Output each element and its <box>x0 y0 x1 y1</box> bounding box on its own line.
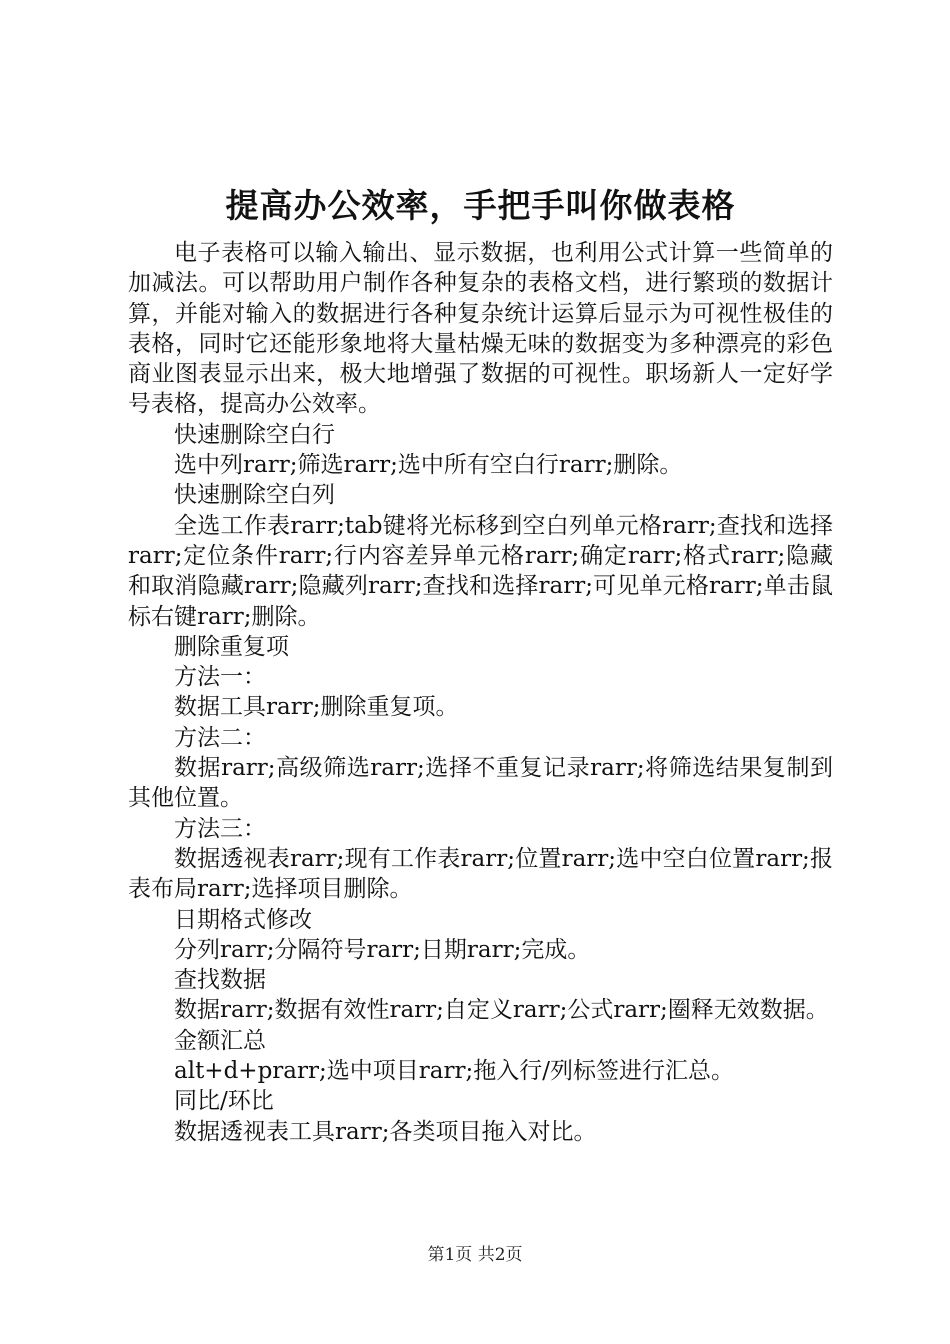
paragraph-date-format-steps: 分列rarr;分隔符号rarr;日期rarr;完成。 <box>174 936 591 963</box>
page-footer <box>0 1244 950 1266</box>
method-three-steps: 数据透视表rarr;现有工作表rarr;位置rarr;选中空白位置rarr;报表布局rarr;选择项目删除。 <box>128 845 833 903</box>
paragraph-yoy-mom-steps: 数据透视表工具rarr;各类项目拖入对比。 <box>174 1118 597 1145</box>
section-heading-delete-blank-columns: 快速删除空白列 <box>174 482 335 509</box>
method-two-label: 方法二： <box>174 724 266 751</box>
method-one-label: 方法一： <box>174 664 266 691</box>
document-body <box>128 238 833 1147</box>
section-heading-date-format: 日期格式修改 <box>174 906 312 933</box>
intro-paragraph: 电子表格可以输入输出、显示数据，也利用公式计算一些简单的加减法。可以帮助用户制作各种复杂的表格文档，进行繁琐的数据计算，并能对输入的数据进行各种复杂统计运算后显示为可视性极佳的表格，同时它还能形象地将大量枯燥无味的数据变为多种漂亮的彩色商业图表显示出来，极大地增强了数据的可视性。职场新人一定好学号表格，提高办公效率。 <box>128 240 833 418</box>
paragraph-delete-blank-columns-steps: 全选工作表rarr;tab键将光标移到空白列单元格rarr;查找和选择rarr;定位条件rarr;行内容差异单元格rarr;确定rarr;格式rarr;隐藏和取消隐藏rarr;隐藏列rarr;查找和选择rarr;可见单元格rarr;单击鼠标右键rarr;删除。 <box>128 512 833 630</box>
section-heading-find-data: 查找数据 <box>174 967 266 994</box>
section-heading-amount-summary: 金额汇总 <box>174 1027 266 1054</box>
paragraph-find-data-steps: 数据rarr;数据有效性rarr;自定义rarr;公式rarr;圈释无效数据。 <box>174 997 829 1024</box>
document-page <box>128 180 833 1147</box>
method-two-steps: 数据rarr;高级筛选rarr;选择不重复记录rarr;将筛选结果复制到其他位置。 <box>128 755 833 812</box>
paragraph-amount-summary-steps: alt+d+prarr;选中项目rarr;拖入行/列标签进行汇总。 <box>174 1058 734 1085</box>
method-one-steps: 数据工具rarr;删除重复项。 <box>174 694 459 721</box>
section-heading-delete-blank-rows: 快速删除空白行 <box>174 421 335 448</box>
method-three-label: 方法三： <box>174 815 266 842</box>
paragraph-delete-blank-rows-steps: 选中列rarr;筛选rarr;选中所有空白行rarr;删除。 <box>174 452 683 479</box>
document-title: 提高办公效率，手把手叫你做表格 <box>225 186 736 225</box>
section-heading-remove-duplicates: 删除重复项 <box>174 633 289 660</box>
page-number: 第1页 共2页 <box>427 1245 523 1265</box>
section-heading-yoy-mom: 同比/环比 <box>174 1088 274 1115</box>
